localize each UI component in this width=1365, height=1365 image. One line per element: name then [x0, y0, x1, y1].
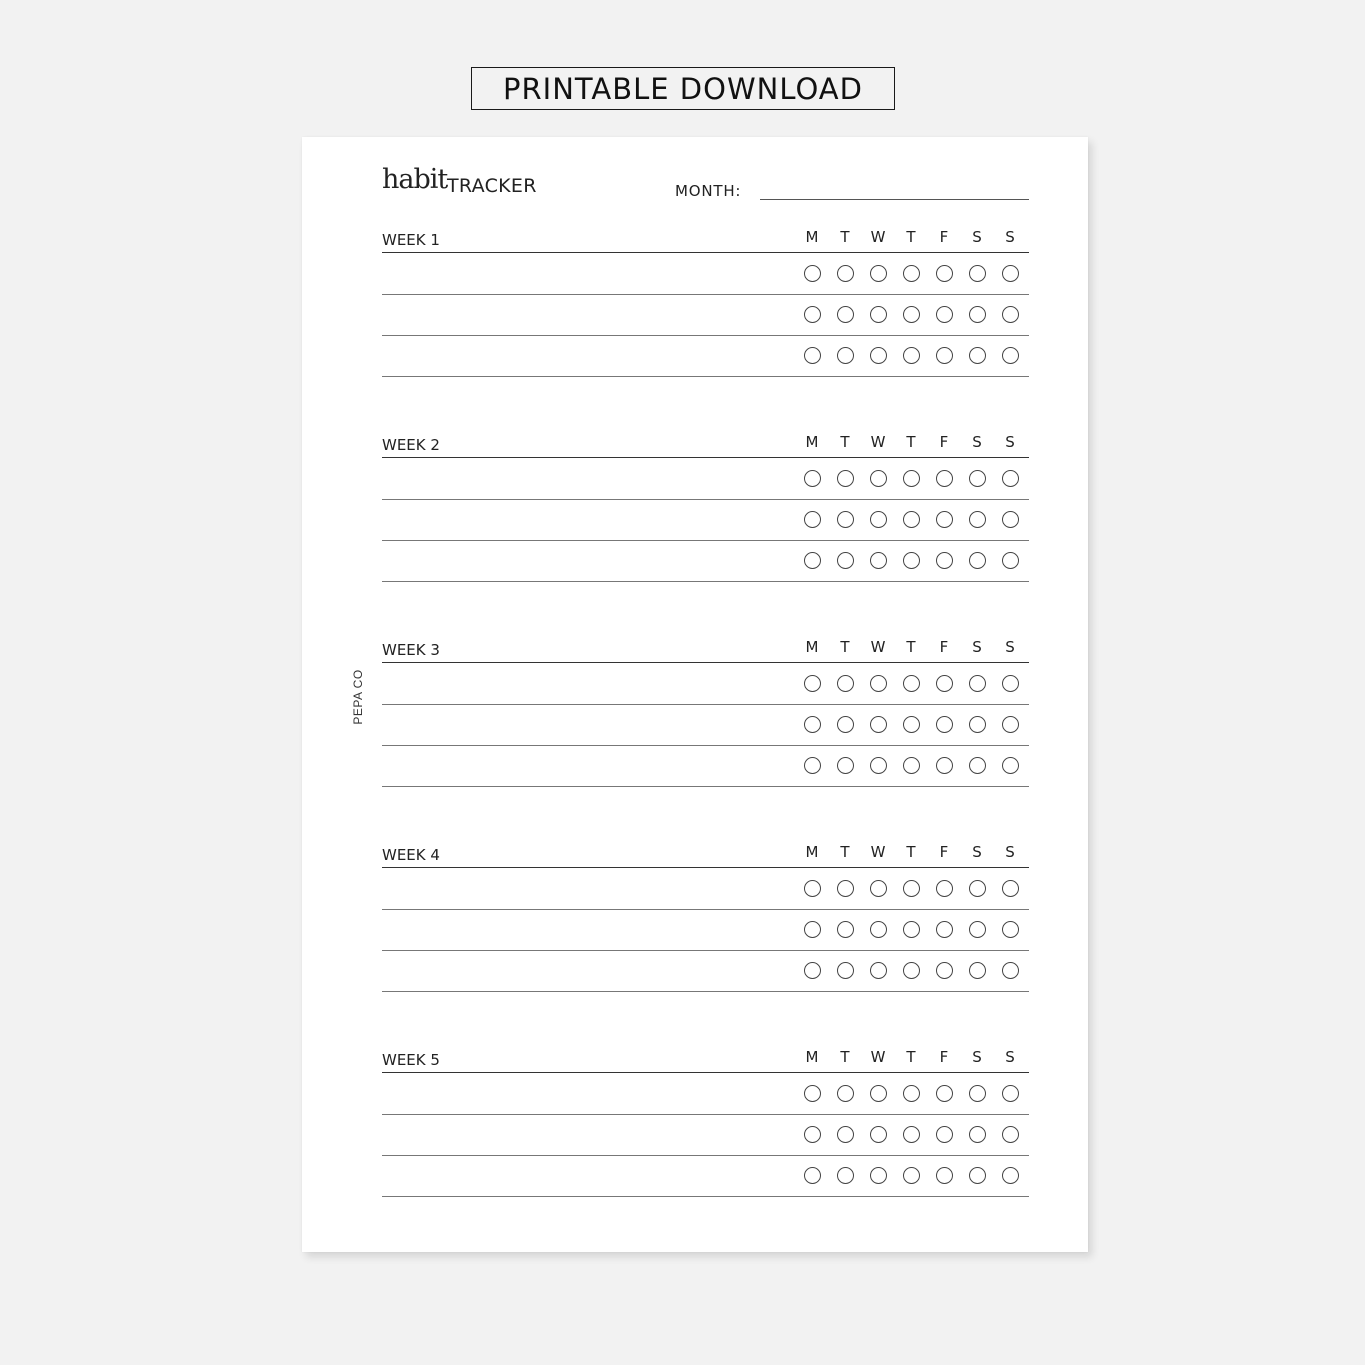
habit-checkbox[interactable] [969, 675, 986, 692]
habit-checkbox[interactable] [1002, 265, 1019, 282]
habit-row[interactable] [382, 1155, 1029, 1197]
day-header: T [906, 433, 916, 451]
habit-checkbox[interactable] [804, 1085, 821, 1102]
habit-checkbox[interactable] [936, 1126, 953, 1143]
printable-download-banner: PRINTABLE DOWNLOAD [471, 67, 895, 110]
habit-checkbox[interactable] [903, 347, 920, 364]
habit-checkbox[interactable] [936, 1085, 953, 1102]
habit-checkbox[interactable] [903, 1126, 920, 1143]
habit-checkbox[interactable] [936, 880, 953, 897]
habit-checkbox[interactable] [870, 716, 887, 733]
habit-checkbox[interactable] [804, 921, 821, 938]
day-header: F [939, 433, 949, 451]
habit-checkbox[interactable] [837, 1085, 854, 1102]
habit-row[interactable] [382, 335, 1029, 377]
day-header: F [939, 638, 949, 656]
habit-checkbox[interactable] [870, 347, 887, 364]
habit-checkbox[interactable] [903, 1167, 920, 1184]
day-header: T [840, 843, 850, 861]
habit-checkbox[interactable] [837, 1126, 854, 1143]
habit-checkbox[interactable] [870, 552, 887, 569]
habit-checkbox[interactable] [936, 1167, 953, 1184]
habit-row[interactable] [382, 1114, 1029, 1156]
day-header: T [840, 228, 850, 246]
habit-checkbox[interactable] [804, 306, 821, 323]
habit-checkbox[interactable] [903, 511, 920, 528]
habit-checkbox[interactable] [969, 511, 986, 528]
habit-row[interactable] [382, 294, 1029, 336]
habit-checkbox[interactable] [837, 306, 854, 323]
week-label: WEEK 4 [382, 846, 440, 864]
habit-checkbox[interactable] [1002, 347, 1019, 364]
habit-checkbox[interactable] [870, 1167, 887, 1184]
day-header: M [805, 228, 819, 246]
habit-checkbox[interactable] [1002, 757, 1019, 774]
habit-checkbox[interactable] [837, 921, 854, 938]
day-header: S [972, 843, 982, 861]
habit-checkbox[interactable] [870, 1085, 887, 1102]
habit-checkbox[interactable] [1002, 1126, 1019, 1143]
habit-checkbox[interactable] [870, 757, 887, 774]
habit-checkbox[interactable] [969, 1085, 986, 1102]
day-header: S [972, 638, 982, 656]
day-header: T [906, 638, 916, 656]
day-header: S [1005, 433, 1015, 451]
habit-checkbox[interactable] [936, 306, 953, 323]
habit-checkbox[interactable] [969, 306, 986, 323]
habit-row[interactable] [382, 253, 1029, 295]
day-header: W [870, 1048, 886, 1066]
habit-checkbox[interactable] [1002, 1167, 1019, 1184]
day-header: W [870, 843, 886, 861]
day-header: T [906, 843, 916, 861]
habit-checkbox[interactable] [969, 921, 986, 938]
habit-row[interactable] [382, 868, 1029, 910]
habit-row[interactable] [382, 540, 1029, 582]
habit-checkbox[interactable] [969, 880, 986, 897]
brand-label: PEPA CO [351, 669, 365, 725]
day-header: S [1005, 638, 1015, 656]
habit-checkbox[interactable] [1002, 470, 1019, 487]
habit-checkbox[interactable] [837, 347, 854, 364]
day-header: S [1005, 1048, 1015, 1066]
habit-checkbox[interactable] [870, 1126, 887, 1143]
week-label: WEEK 5 [382, 1051, 440, 1069]
habit-checkbox[interactable] [969, 716, 986, 733]
habit-checkbox[interactable] [936, 675, 953, 692]
habit-row[interactable] [382, 1073, 1029, 1115]
habit-checkbox[interactable] [969, 470, 986, 487]
habit-row[interactable] [382, 745, 1029, 787]
day-header: W [870, 638, 886, 656]
habit-checkbox[interactable] [903, 757, 920, 774]
habit-checkbox[interactable] [936, 470, 953, 487]
habit-checkbox[interactable] [804, 552, 821, 569]
week-label: WEEK 2 [382, 436, 440, 454]
habit-checkbox[interactable] [804, 265, 821, 282]
habit-checkbox[interactable] [903, 552, 920, 569]
habit-checkbox[interactable] [903, 921, 920, 938]
habit-checkbox[interactable] [804, 347, 821, 364]
habit-checkbox[interactable] [1002, 880, 1019, 897]
habit-checkbox[interactable] [903, 675, 920, 692]
habit-checkbox[interactable] [903, 306, 920, 323]
habit-checkbox[interactable] [969, 962, 986, 979]
day-header: M [805, 433, 819, 451]
week-section [382, 1048, 1029, 1226]
habit-checkbox[interactable] [1002, 962, 1019, 979]
habit-checkbox[interactable] [837, 675, 854, 692]
habit-checkbox[interactable] [837, 511, 854, 528]
day-header: F [939, 843, 949, 861]
habit-checkbox[interactable] [837, 716, 854, 733]
title-caps: TRACKER [447, 175, 537, 197]
habit-checkbox[interactable] [804, 675, 821, 692]
week-section [382, 843, 1029, 1021]
habit-checkbox[interactable] [804, 962, 821, 979]
day-header: S [1005, 843, 1015, 861]
habit-checkbox[interactable] [936, 757, 953, 774]
habit-row[interactable] [382, 663, 1029, 705]
week-section [382, 433, 1029, 611]
habit-checkbox[interactable] [1002, 675, 1019, 692]
habit-checkbox[interactable] [1002, 306, 1019, 323]
habit-checkbox[interactable] [903, 716, 920, 733]
day-header: T [840, 638, 850, 656]
habit-checkbox[interactable] [837, 552, 854, 569]
habit-checkbox[interactable] [1002, 552, 1019, 569]
habit-checkbox[interactable] [804, 716, 821, 733]
day-header: F [939, 1048, 949, 1066]
day-header: S [1005, 228, 1015, 246]
habit-checkbox[interactable] [969, 552, 986, 569]
day-header: M [805, 1048, 819, 1066]
title-script: habit [382, 164, 448, 195]
habit-checkbox[interactable] [870, 265, 887, 282]
habit-checkbox[interactable] [903, 265, 920, 282]
habit-checkbox[interactable] [969, 1167, 986, 1184]
habit-checkbox[interactable] [870, 880, 887, 897]
habit-row[interactable] [382, 704, 1029, 746]
habit-checkbox[interactable] [870, 306, 887, 323]
habit-checkbox[interactable] [903, 1085, 920, 1102]
week-label: WEEK 3 [382, 641, 440, 659]
habit-checkbox[interactable] [804, 757, 821, 774]
habit-checkbox[interactable] [837, 962, 854, 979]
month-write-line[interactable] [760, 199, 1029, 200]
habit-row[interactable] [382, 499, 1029, 541]
habit-checkbox[interactable] [936, 511, 953, 528]
habit-checkbox[interactable] [969, 757, 986, 774]
habit-checkbox[interactable] [936, 552, 953, 569]
habit-row[interactable] [382, 909, 1029, 951]
habit-checkbox[interactable] [1002, 716, 1019, 733]
habit-checkbox[interactable] [936, 921, 953, 938]
day-header: M [805, 638, 819, 656]
habit-checkbox[interactable] [870, 511, 887, 528]
habit-checkbox[interactable] [837, 880, 854, 897]
habit-checkbox[interactable] [903, 880, 920, 897]
habit-checkbox[interactable] [969, 1126, 986, 1143]
day-header: S [972, 1048, 982, 1066]
habit-checkbox[interactable] [1002, 511, 1019, 528]
habit-checkbox[interactable] [936, 962, 953, 979]
habit-checkbox[interactable] [936, 265, 953, 282]
habit-checkbox[interactable] [969, 265, 986, 282]
habit-checkbox[interactable] [804, 1126, 821, 1143]
day-header: W [870, 433, 886, 451]
day-header: T [840, 1048, 850, 1066]
habit-checkbox[interactable] [837, 265, 854, 282]
day-header: F [939, 228, 949, 246]
habit-checkbox[interactable] [804, 880, 821, 897]
habit-checkbox[interactable] [870, 470, 887, 487]
day-header: S [972, 228, 982, 246]
habit-checkbox[interactable] [936, 716, 953, 733]
day-header: T [840, 433, 850, 451]
day-header: M [805, 843, 819, 861]
habit-checkbox[interactable] [804, 511, 821, 528]
habit-row[interactable] [382, 458, 1029, 500]
habit-checkbox[interactable] [837, 757, 854, 774]
week-label: WEEK 1 [382, 231, 440, 249]
habit-checkbox[interactable] [903, 962, 920, 979]
day-header: T [906, 228, 916, 246]
habit-checkbox[interactable] [870, 921, 887, 938]
month-label: MONTH: [675, 182, 742, 200]
habit-checkbox[interactable] [837, 1167, 854, 1184]
day-header: S [972, 433, 982, 451]
habit-checkbox[interactable] [804, 470, 821, 487]
week-section [382, 638, 1029, 816]
habit-checkbox[interactable] [969, 347, 986, 364]
day-header: W [870, 228, 886, 246]
habit-checkbox[interactable] [804, 1167, 821, 1184]
habit-checkbox[interactable] [837, 470, 854, 487]
day-header: T [906, 1048, 916, 1066]
habit-checkbox[interactable] [1002, 921, 1019, 938]
habit-checkbox[interactable] [903, 470, 920, 487]
habit-checkbox[interactable] [1002, 1085, 1019, 1102]
habit-row[interactable] [382, 950, 1029, 992]
habit-checkbox[interactable] [870, 675, 887, 692]
week-section [382, 228, 1029, 406]
habit-checkbox[interactable] [870, 962, 887, 979]
habit-checkbox[interactable] [936, 347, 953, 364]
